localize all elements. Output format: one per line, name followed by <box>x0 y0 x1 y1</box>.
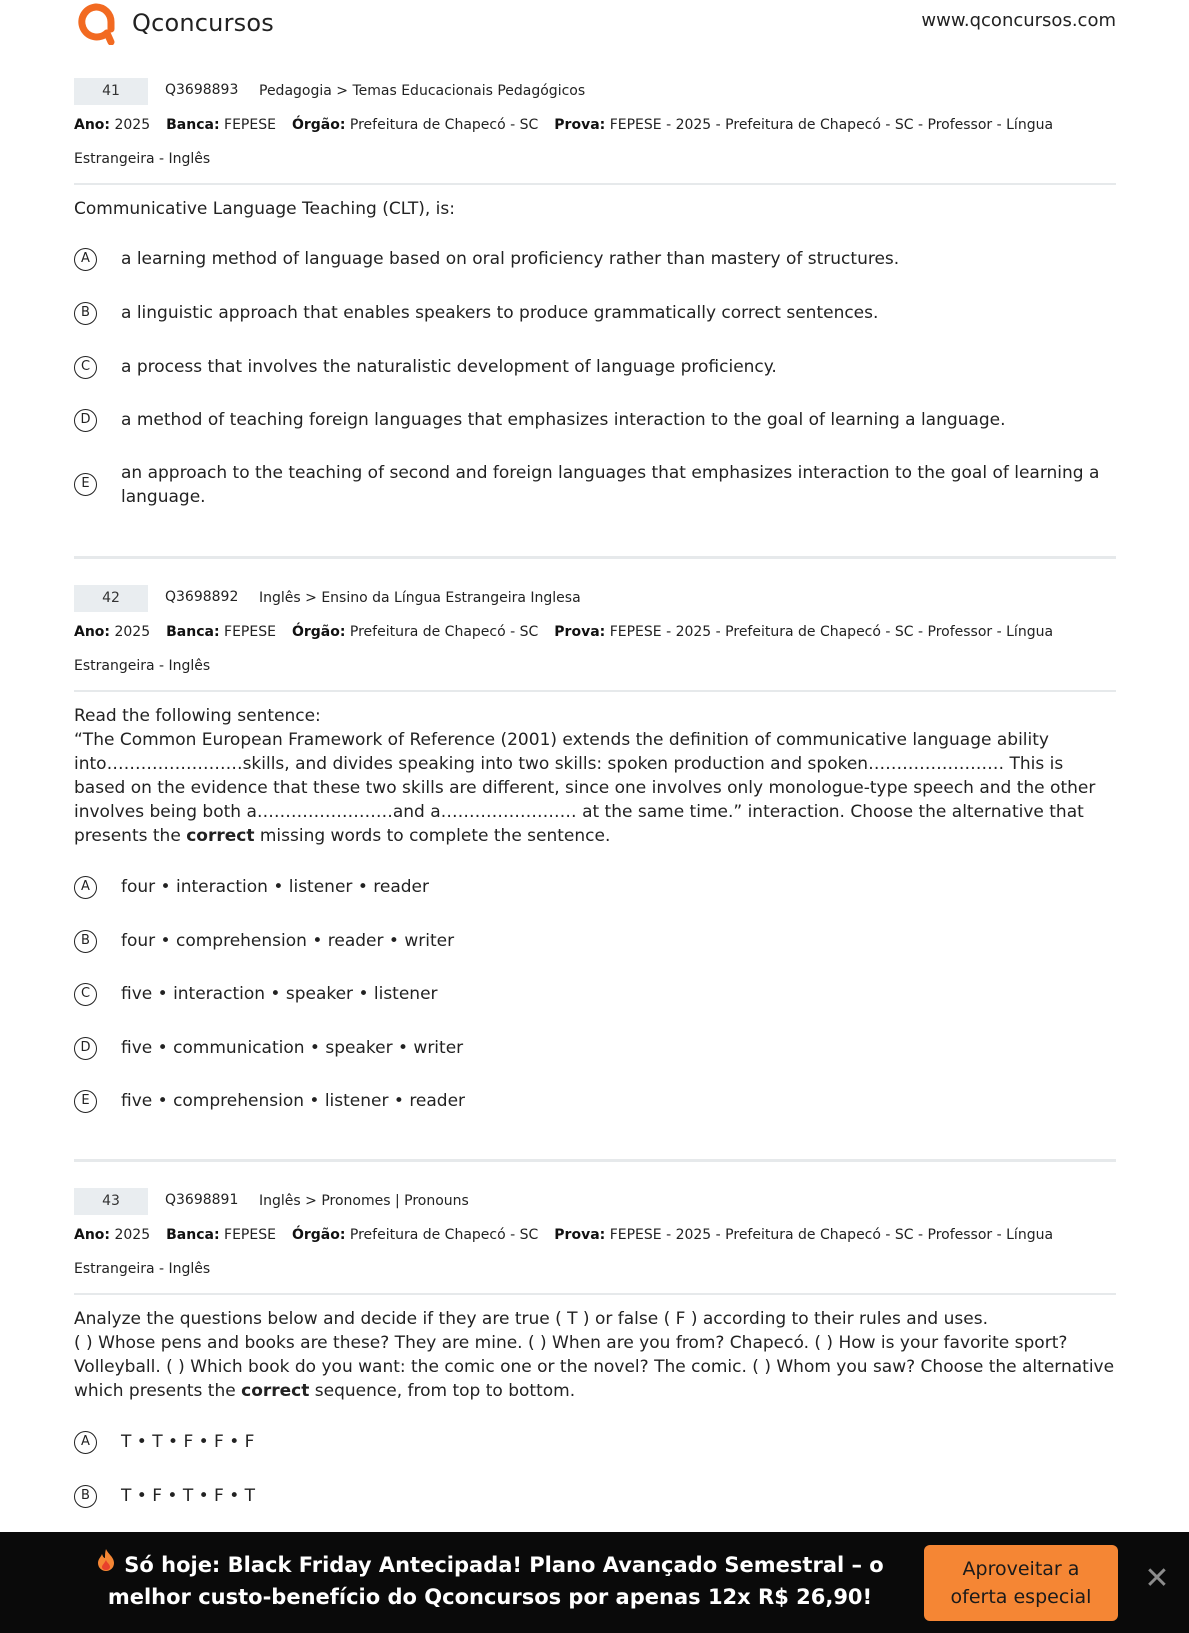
statement-body <box>74 728 1116 848</box>
alternative-b[interactable] <box>74 301 1116 325</box>
statement-emphasis: correct <box>241 1381 310 1401</box>
question-41 <box>74 78 1116 509</box>
question-statement: Communicative Language Teaching (CLT), is: <box>74 199 455 219</box>
alternative-text: five • communication • speaker • writer <box>121 1038 464 1058</box>
alternative-a[interactable] <box>74 875 1116 899</box>
promo-message <box>60 1548 920 1613</box>
alternative-d[interactable] <box>74 1036 1116 1060</box>
letter-badge: B <box>74 930 97 953</box>
letter-badge: B <box>74 302 97 325</box>
letter-badge: C <box>74 356 97 379</box>
alternative-text: a process that involves the naturalistic development of language proficiency. <box>121 357 777 377</box>
close-icon[interactable]: ✕ <box>1144 1561 1170 1596</box>
question-meta <box>74 1218 1116 1286</box>
prova-label: Prova: <box>554 1227 606 1243</box>
question-number: 42 <box>74 585 148 612</box>
letter-badge: A <box>74 876 97 899</box>
alternative-text: a linguistic approach that enables speakers to produce grammatically correct sentences. <box>121 303 879 323</box>
alternative-c[interactable] <box>74 355 1116 379</box>
alternative-text: an approach to the teaching of second and foreign languages that emphasizes interaction to the goal of learning a language. <box>121 463 1100 507</box>
ano-label: Ano: <box>74 117 111 133</box>
banca-label: Banca: <box>166 1227 220 1243</box>
alternative-d[interactable] <box>74 408 1116 432</box>
divider <box>74 1293 1116 1295</box>
ano-value: 2025 <box>114 117 151 133</box>
prova-value: FEPESE - 2025 - Prefeitura de Chapecó - SC - Professor - Língua Estrangeira - Inglês <box>74 1227 1054 1277</box>
statement-body <box>74 1331 1116 1403</box>
orgao-label: Órgão: <box>291 1227 346 1243</box>
statement-intro: Read the following sentence: <box>74 706 321 726</box>
question-category[interactable]: Pedagogia > Temas Educacionais Pedagógicos <box>259 83 586 99</box>
ano-label: Ano: <box>74 1227 111 1243</box>
orgao-label: Órgão: <box>291 624 346 640</box>
statement-intro: Analyze the questions below and decide if they are true ( T ) or false ( F ) according to their rules and uses. <box>74 1309 988 1329</box>
letter-badge: A <box>74 1431 97 1454</box>
letter-badge: E <box>74 1090 97 1113</box>
ano-value: 2025 <box>114 1227 151 1243</box>
statement-emphasis: correct <box>186 826 255 846</box>
prova-value: FEPESE - 2025 - Prefeitura de Chapecó - SC - Professor - Língua Estrangeira - Inglês <box>74 624 1054 674</box>
prova-value: FEPESE - 2025 - Prefeitura de Chapecó - SC - Professor - Língua Estrangeira - Inglês <box>74 117 1054 167</box>
banca-value: FEPESE <box>224 1227 276 1243</box>
alternative-text: T • F • T • F • T <box>121 1486 256 1506</box>
banca-value: FEPESE <box>224 624 276 640</box>
orgao-value: Prefeitura de Chapecó - SC <box>349 117 539 133</box>
ano-value: 2025 <box>114 624 151 640</box>
letter-badge: D <box>74 1037 97 1060</box>
site-url[interactable]: www.qconcursos.com <box>921 10 1116 31</box>
statement-end: sequence, from top to bottom. <box>309 1381 576 1401</box>
question-id[interactable]: Q3698892 <box>165 589 239 605</box>
promo-banner <box>0 1532 1189 1633</box>
orgao-label: Órgão: <box>291 117 346 133</box>
divider <box>74 690 1116 692</box>
question-id[interactable]: Q3698893 <box>165 82 239 98</box>
alternative-a[interactable] <box>74 247 1116 271</box>
header <box>74 0 1116 50</box>
alternative-text: four • comprehension • reader • writer <box>121 931 455 951</box>
question-number: 43 <box>74 1188 148 1215</box>
letter-badge: D <box>74 409 97 432</box>
letter-badge: E <box>74 473 97 496</box>
alternative-text: five • interaction • speaker • listener <box>121 984 438 1004</box>
prova-label: Prova: <box>554 624 606 640</box>
banca-label: Banca: <box>166 117 220 133</box>
divider <box>74 183 1116 185</box>
alternative-text: five • comprehension • listener • reader <box>121 1091 466 1111</box>
alternative-e[interactable] <box>74 461 1116 509</box>
question-meta <box>74 615 1116 683</box>
question-43 <box>74 1188 1116 1508</box>
button-label-line2: oferta especial <box>950 1586 1092 1608</box>
letter-badge: A <box>74 248 97 271</box>
alternative-c[interactable] <box>74 982 1116 1006</box>
question-category[interactable]: Inglês > Ensino da Língua Estrangeira Inglesa <box>259 590 581 606</box>
prova-label: Prova: <box>554 117 606 133</box>
alternative-e[interactable] <box>74 1089 1116 1113</box>
orgao-value: Prefeitura de Chapecó - SC <box>349 624 539 640</box>
button-label-line1: Aproveitar a <box>962 1558 1080 1580</box>
statement-end: missing words to complete the sentence. <box>254 826 611 846</box>
statement-text: “The Common European Framework of Reference (2001) extends the definition of communicative language ability into……………………skills, and divides speaking into two skills: spoken production and spoken…………………… This is based on the evidence that these two skills are different, since one involves only monologue-type speech and the other involves being both a……………………and a…………………… at the same time.” interaction. Choose the alternative that presents the <box>74 730 1096 846</box>
brand-name: Qconcursos <box>132 9 274 37</box>
alternative-b[interactable] <box>74 929 1116 953</box>
question-separator <box>74 556 1116 559</box>
banca-label: Banca: <box>166 624 220 640</box>
statement-text: ( ) Whose pens and books are these? They are mine. ( ) When are you from? Chapecó. ( ) How is your favorite sport? Volleyball. ( ) Which book do you want: the comic one or the novel? The comic. ( ) Whom you saw? Choose the alternative which presents the <box>74 1333 1115 1401</box>
question-meta <box>74 108 1116 176</box>
alternative-text: four • interaction • listener • reader <box>121 877 429 897</box>
alternative-text: a method of teaching foreign languages that emphasizes interaction to the goal of learning a language. <box>121 410 1006 430</box>
special-offer-button[interactable] <box>924 1545 1118 1621</box>
question-42 <box>74 585 1116 1113</box>
promo-text: Só hoje: Black Friday Antecipada! Plano Avançado Semestral – o melhor custo-benefício do Qconcursos por apenas 12x R$ 26,90! <box>107 1553 884 1609</box>
question-id[interactable]: Q3698891 <box>165 1192 239 1208</box>
alternative-text: T • T • F • F • F <box>121 1432 255 1452</box>
question-statement <box>74 1307 1116 1403</box>
question-category[interactable]: Inglês > Pronomes | Pronouns <box>259 1193 469 1209</box>
brand-logo[interactable] <box>74 1 274 45</box>
letter-badge: C <box>74 983 97 1006</box>
letter-badge: B <box>74 1485 97 1508</box>
ano-label: Ano: <box>74 624 111 640</box>
question-statement <box>74 704 1116 848</box>
question-separator <box>74 1159 1116 1162</box>
question-number: 41 <box>74 78 148 105</box>
alternative-a[interactable] <box>74 1430 1116 1454</box>
qconcursos-logo-icon <box>74 1 118 45</box>
orgao-value: Prefeitura de Chapecó - SC <box>349 1227 539 1243</box>
alternative-b[interactable] <box>74 1484 1116 1508</box>
alternative-text: a learning method of language based on oral proficiency rather than mastery of structures. <box>121 249 900 269</box>
fire-icon <box>96 1548 116 1581</box>
banca-value: FEPESE <box>224 117 276 133</box>
